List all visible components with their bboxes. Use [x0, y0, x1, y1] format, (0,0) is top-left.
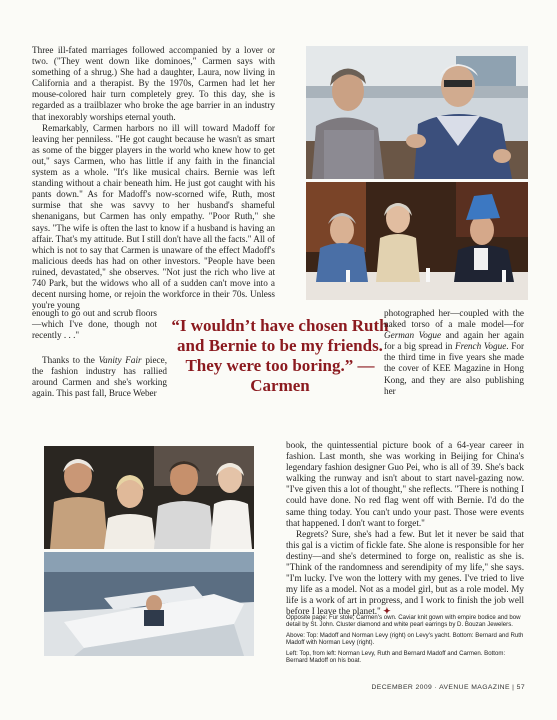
article-column-left-narrow — [32, 308, 157, 341]
photo-captions — [286, 614, 526, 667]
page-footer: DECEMBER 2009 · AVENUE MAGAZINE | 57 — [371, 684, 525, 691]
pull-quote: “I wouldn’t have chosen Ruth and Bernie to be my friends. They were too boring.” —Carmen — [171, 316, 389, 395]
photo-dinner — [306, 182, 528, 300]
caption-left: Left: Top, from left: Norman Levy, Ruth and Bernard Madoff and Carmen. Bottom: Bernard Madoff on his boat. — [286, 649, 506, 665]
publication-name: Vanity Fair — [98, 355, 142, 365]
article-paragraph: Thanks to the Vanity Fair piece, the fashion industry has rallied around Carmen and she's working again. This past fall, Bruce Weber — [32, 355, 167, 399]
article-paragraph: Three ill-fated marriages followed accompanied by a lover or two. ("They went down like dominoes," Carmen says with something of a shrug.) She had a daughter, Laura, now living in California and a therapist. By the 1970s, Carmen had let her mouse-colored hair turn completely grey. To this day, she is regarded as a trailblazer who broke the age barrier in an industry that inexorably worships eternal youth. — [32, 45, 275, 122]
article-column-right-narrow — [384, 308, 524, 397]
caption-opposite-page: Opposite page: Fur stole, Carmen's own. Caviar knit gown with empire bodice and bow detail by St. John. Cluster diamond and white pearl earrings by D. Bouzan Jewelers. — [286, 614, 521, 629]
article-column-left — [32, 45, 275, 311]
photo-boat — [44, 552, 254, 656]
photo-group — [44, 446, 254, 549]
photo-yacht-top — [306, 46, 528, 179]
article-paragraph: Regrets? Sure, she's had a few. But let it never be said that this gal is a victim of fickle fate. She alone is responsible for her destiny—and she's determined to forge on, realistic as she is. "Think of the randomness and serendipity of my life," she says. "I'm lucky. I've won the lottery with my genes. I've tried to live my life as a model. Not as a model girl, but as a role model. My life is a work of art in progress, and I work to finish the job well before I leave the planet." ✦ — [286, 528, 524, 617]
end-mark-icon: ✦ — [383, 606, 391, 617]
article-paragraph: book, the quintessential picture book of a 64-year career in fashion. Last month, she was working in Beijing for China's legendary fashion designer Guo Pei, who is all of 39. She's back walking the runway and isn't about to start navel-gazing now. "I've given this a lot of thought," she reflects. "There is nothing I could have done. No red flag went off with Bernie. I'd do the same thing today. You can't undo your past. Those were events that happened. I don't want to forget." — [286, 440, 524, 528]
article-paragraph: Remarkably, Carmen harbors no ill will toward Madoff for leaving her penniless. "He got caught because he wasn't as smart as some of the bigger players in the world who knew how to get out," says Carmen, who has little if any faith in the financial system as a whole. "It's like musical chairs. Bernie was left standing without a chair beneath him. He just got caught with his pants down." As for Madoff's now-scorned wife, Ruth, most surmise that she was savvy to her husband's shameful shenanigans, but Carmen has only empathy. "Poor Ruth," she says. "The wife is often the last to know if a husband is having an affair. That's my attitude. But I still don't have all the facts." All of which is not to say that Carmen is unaware of the effect Madoff's malicious deeds has had on other investors. "People have been ruined, devastated," she observes. "Not just the rich who live at 740 Park, but the widows who all of a sudden can't move into a decent nursing home, or rejoin the workforce in their 70s. Unless you're young — [32, 122, 275, 311]
publication-name: German Vogue — [384, 330, 442, 341]
caption-above: Above: Top: Madoff and Norman Levy (right) on Levy's yacht. Bottom: Bernard and Ruth Madoff with Norman Levy (right). — [286, 631, 524, 647]
article-column-left-bottom — [32, 355, 167, 399]
publication-name: French Vogue — [454, 341, 507, 352]
article-paragraph: enough to go out and scrub floors—which I've done, though not recently . . ." — [32, 308, 157, 341]
article-column-right — [286, 440, 524, 618]
article-paragraph: photographed her—coupled with the naked torso of a male model—for German Vogue and again her again for a big spread in French Vogue. For the third time in five years she made the cover of KEE Magazine in Hong Kong, and they are also publishing her — [384, 308, 525, 396]
